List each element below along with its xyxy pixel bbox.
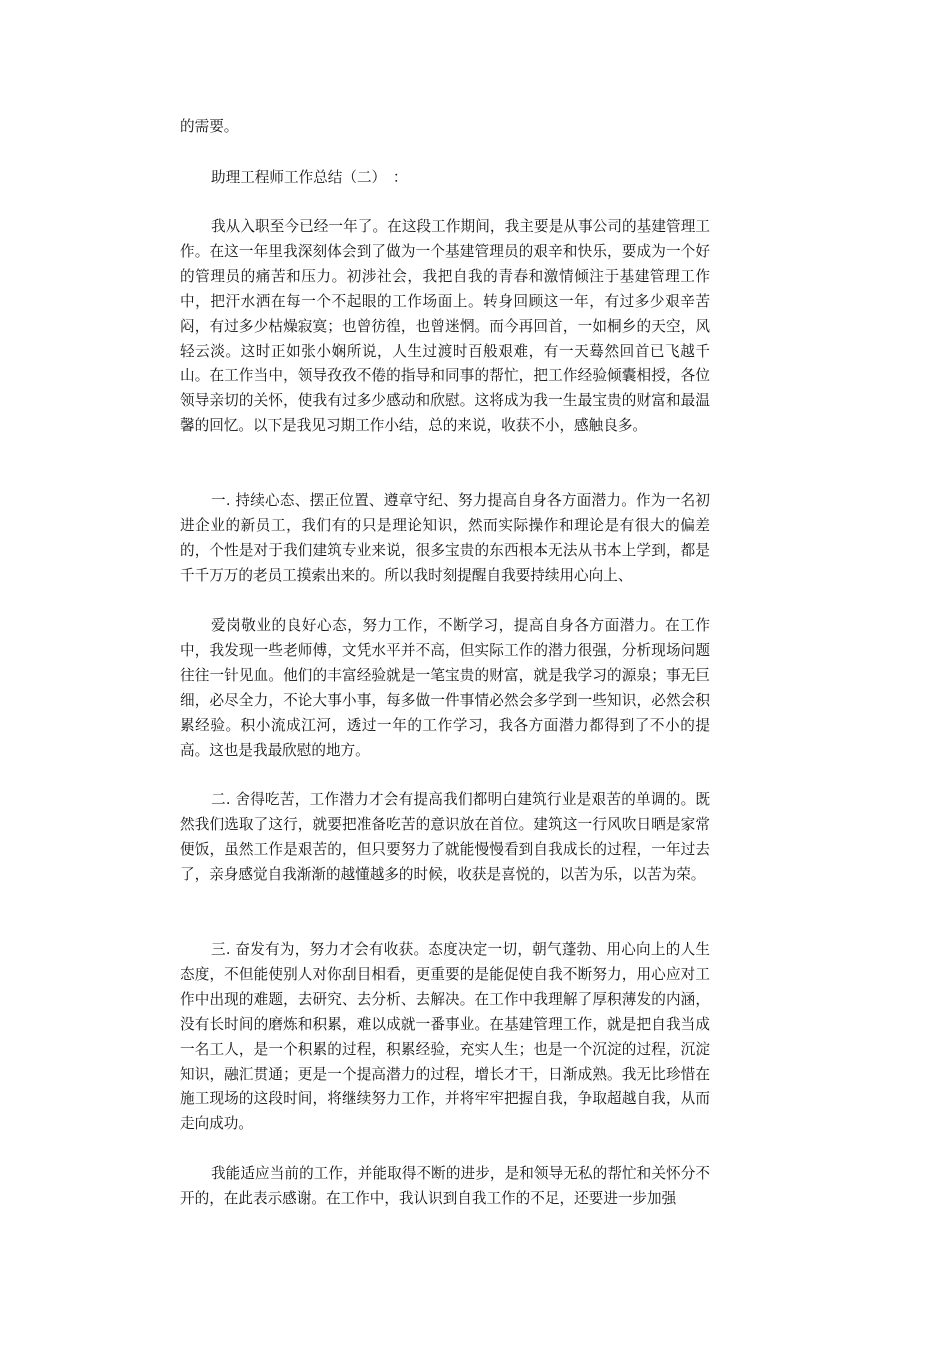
- paragraph-closing: 我能适应当前的工作，并能取得不断的进步，是和领导无私的帮忙和关怀分不开的，在此表示感谢。在工作中，我认识到自我工作的不足，还要进一步加强: [180, 1165, 710, 1207]
- paragraph-point-two: 二. 舍得吃苦，工作潜力才会有提高我们都明白建筑行业是艰苦的单调的。既然我们选取了这行，就要把准备吃苦的意识放在首位。建筑这一行风吹日晒是家常便饭，虽然工作是艰苦的，但只要努力了就能慢慢看到自我成长的过程，一年过去了，亲身感觉自我渐渐的越懂越多的时候，收获是喜悦的，以苦为乐，以苦为荣。: [180, 791, 710, 883]
- paragraph-point-three: 三. 奋发有为，努力才会有收获。态度决定一切，朝气蓬勃、用心向上的人生态度，不但能使别人对你刮目相看，更重要的是能促使自我不断努力，用心应对工作中出现的难题，去研究、去分析、去解决。在工作中我理解了厚积薄发的内涵，没有长时间的磨炼和积累，难以成就一番事业。在基建管理工作，就是把自我当成一名工人，是一个积累的过程，积累经验，充实人生；也是一个沉淀的过程，沉淀知识，融汇贯通；更是一个提高潜力的过程，增长才干，日渐成熟。我无比珍惜在施工现场的这段时间，将继续努力工作，并将牢牢把握自我，争取超越自我，从而走向成功。: [180, 941, 710, 1133]
- paragraph-intro: 我从入职至今已经一年了。在这段工作期间，我主要是从事公司的基建管理工作。在这一年里我深刻体会到了做为一个基建管理员的艰辛和快乐，要成为一个好的管理员的痛苦和压力。初涉社会，我把自我的青春和激情倾注于基建管理工作中，把汗水洒在每一个不起眼的工作场面上。转身回顾这一年，有过多少艰辛苦闷，有过多少枯燥寂寞；也曾彷徨，也曾迷惘。而今再回首，一如桐乡的天空，风轻云淡。这时正如张小娴所说，人生过渡时百般艰难，有一天蓦然回首已飞越千山。在工作当中，领导孜孜不倦的指导和同事的帮忙，把工作经验倾囊相授，各位领导亲切的关怀，使我有过多少感动和欣慰。这将成为我一生最宝贵的财富和最温馨的回忆。以下是我见习期工作小结，总的来说，收获不小，感触良多。: [180, 218, 710, 435]
- paragraph-continuation: 的需要。: [180, 118, 239, 135]
- paragraph-point-one: 一. 持续心态、摆正位置、遵章守纪、努力提高自身各方面潜力。作为一名初进企业的新员工，我们有的只是理论知识，然而实际操作和理论是有很大的偏差的，个性是对于我们建筑专业来说，很多宝贵的东西根本无法从书本上学到，都是千千万万的老员工摸索出来的。所以我时刻提醒自我要持续用心向上、: [180, 492, 710, 584]
- paragraph-point-one-continued: 爱岗敬业的良好心态，努力工作，不断学习，提高自身各方面潜力。在工作中，我发现一些老师傅，文凭水平并不高，但实际工作的潜力很强，分析现场问题往往一针见血。他们的丰富经验就是一笔宝贵的财富，就是我学习的源泉；事无巨细，必尽全力，不论大事小事，每多做一件事情必然会多学到一些知识，必然会积累经验。积小流成江河，透过一年的工作学习，我各方面潜力都得到了不小的提高。这也是我最欣慰的地方。: [180, 617, 710, 759]
- section-heading-colon: ：: [392, 169, 408, 186]
- section-heading: [180, 166, 710, 191]
- section-heading-text: 助理工程师工作总结（二）: [211, 169, 379, 186]
